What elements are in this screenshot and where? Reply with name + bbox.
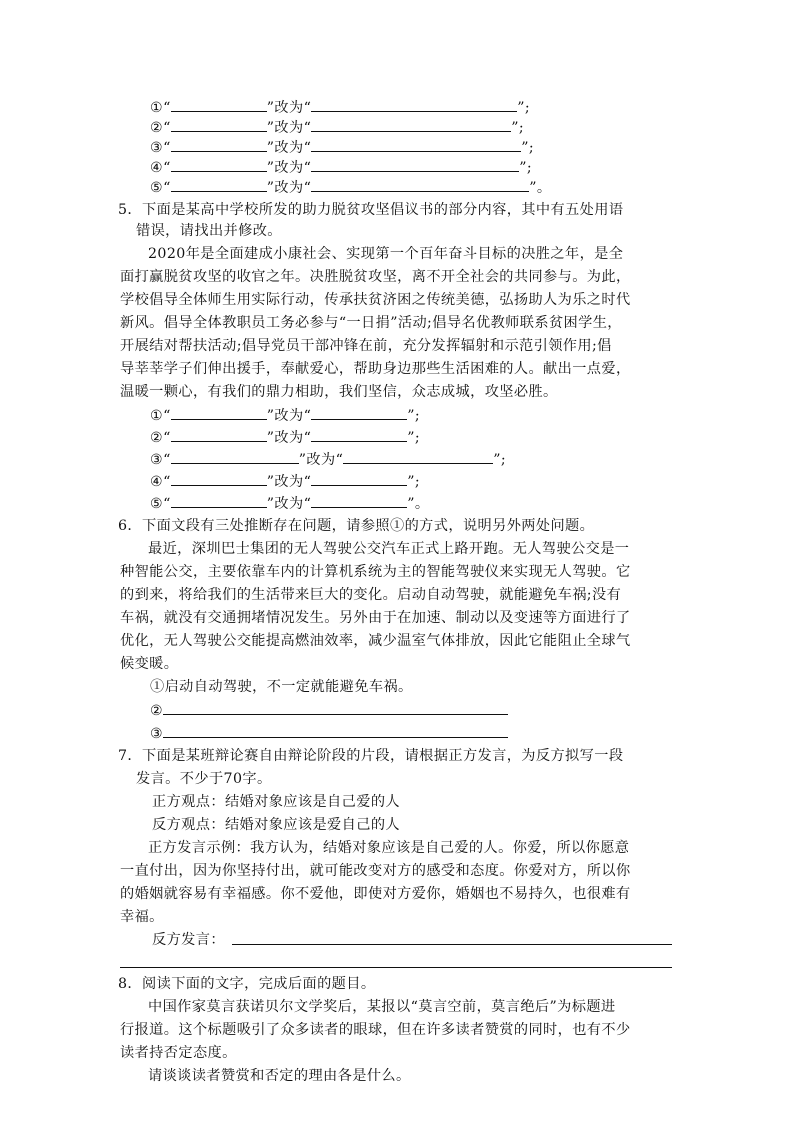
q4-answer-1 [150, 97, 530, 118]
open-quote: “ [163, 408, 171, 424]
original-blank[interactable] [171, 137, 267, 152]
q5-prompt-cont: 错误，请找出并修改。 [136, 223, 282, 239]
close-quote: ”; [519, 160, 533, 176]
con-speech-line[interactable] [232, 944, 672, 945]
con-speech-line[interactable] [120, 967, 672, 968]
q5-passage-line: 面打赢脱贫攻坚的收官之年。决胜脱贫攻坚，离不开全社会的共同参与。为此， [120, 269, 631, 285]
q6-passage-line: 最近，深圳巴士集团的无人驾驶公交汽车正式上路开跑。无人驾驶公交是一 [148, 541, 630, 557]
answer-number: ④ [150, 474, 164, 490]
answer-number: ③ [150, 726, 164, 742]
close-quote: ”。 [529, 180, 552, 196]
open-quote: “ [163, 120, 171, 136]
open-quote: “ [163, 100, 171, 116]
change-to-text: ”改为“ [266, 100, 312, 116]
answer-blank[interactable] [163, 723, 508, 738]
q5-answer-5 [150, 493, 430, 514]
q4-answer-3 [150, 137, 534, 158]
q5-passage-line: 2020年是全面建成小康社会、实现第一个百年奋斗目标的决胜之年，是全 [148, 246, 624, 262]
original-blank[interactable] [171, 177, 267, 192]
q7-prompt: 7．下面是某班辩论赛自由辩论阶段的片段，请根据正方发言，为反方拟写一段 [118, 748, 624, 764]
change-to-text: ”改为“ [266, 408, 312, 424]
answer-number: ⑤ [150, 496, 164, 512]
original-blank[interactable] [171, 405, 267, 420]
q7-prompt-cont: 发言。不少于70字。 [136, 771, 272, 787]
original-blank[interactable] [171, 97, 267, 112]
open-quote: “ [163, 430, 171, 446]
revised-blank[interactable] [311, 177, 529, 192]
close-quote: ”; [521, 140, 535, 156]
revised-blank[interactable] [311, 405, 407, 420]
open-quote: “ [163, 452, 171, 468]
q7-pro-view: 正方观点：结婚对象应该是自己爱的人 [152, 794, 400, 810]
original-blank[interactable] [171, 471, 267, 486]
q6-answer-2 [150, 700, 508, 721]
q6-example: ①启动自动驾驶，不一定就能避免车祸。 [150, 679, 413, 695]
answer-number: ⑤ [150, 180, 164, 196]
change-to-text: ”改为“ [266, 496, 312, 512]
answer-number: ② [150, 120, 164, 136]
close-quote: ”; [511, 120, 525, 136]
change-to-text: ”改为“ [266, 140, 312, 156]
q8-question: 请谈谈读者赞赏和否定的理由各是什么。 [148, 1068, 411, 1084]
q5-passage-line: 导莘莘学子们伸出援手，奉献爱心，帮助身边那些生活困难的人。献出一点爱， [120, 361, 631, 377]
revised-blank[interactable] [311, 97, 517, 112]
q7-speech-line: 幸福。 [120, 909, 164, 925]
q6-passage-line: 优化，无人驾驶公交能提高燃油效率，减少温室气体排放，因此它能阻止全球气 [120, 633, 631, 649]
q5-passage-line: 温暖一颗心，有我们的鼎力相助，我们坚信，众志成城，攻坚必胜。 [120, 384, 558, 400]
revised-blank[interactable] [311, 471, 407, 486]
original-blank[interactable] [171, 449, 299, 464]
close-quote: ”; [517, 100, 531, 116]
q6-passage-line: 种智能公交，主要依靠车内的计算机系统为主的智能驾驶仪来实现无人驾驶。它 [120, 564, 631, 580]
open-quote: “ [163, 496, 171, 512]
change-to-text: ”改为“ [266, 160, 312, 176]
close-quote: ”; [407, 408, 421, 424]
q7-speech-line: 的婚姻就容易有幸福感。你不爱他，即使对方爱你，婚姻也不易持久，也很难有 [120, 886, 631, 902]
close-quote: ”。 [407, 496, 430, 512]
q6-answer-3 [150, 723, 508, 744]
q5-answer-1 [150, 405, 420, 426]
answer-number: ③ [150, 140, 164, 156]
original-blank[interactable] [171, 493, 267, 508]
q8-passage-line: 读者持否定态度。 [120, 1045, 237, 1061]
q6-passage-line: 候变暖。 [120, 656, 179, 672]
q5-passage-line: 学校倡导全体师生用实际行动，传承扶贫济困之传统美德，弘扬助人为乐之时代 [120, 292, 631, 308]
q6-passage-line: 的到来，将给我们的生活带来巨大的变化。启动自动驾驶，就能避免车祸;没有 [120, 587, 622, 603]
q5-answer-3 [150, 449, 506, 470]
q7-speech-line: 一直付出，因为你坚持付出，就可能改变对方的感受和态度。你爱对方，所以你 [120, 863, 631, 879]
answer-number: ② [150, 430, 164, 446]
revised-blank[interactable] [311, 427, 407, 442]
open-quote: “ [163, 180, 171, 196]
q8-passage-line: 中国作家莫言获诺贝尔文学奖后，某报以“莫言空前，莫言绝后”为标题进 [148, 999, 616, 1015]
q7-con-view: 反方观点：结婚对象应该是爱自己的人 [152, 817, 400, 833]
original-blank[interactable] [171, 427, 267, 442]
open-quote: “ [163, 160, 171, 176]
revised-blank[interactable] [311, 157, 519, 172]
q5-answer-2 [150, 427, 420, 448]
answer-blank[interactable] [163, 700, 508, 715]
change-to-text: ”改为“ [266, 430, 312, 446]
q7-speech-line: 正方发言示例：我方认为，结婚对象应该是自己爱的人。你爱，所以你愿意 [148, 840, 630, 856]
q6-prompt: 6．下面文段有三处推断存在问题，请参照①的方式，说明另外两处问题。 [118, 518, 595, 534]
revised-blank[interactable] [311, 117, 511, 132]
change-to-text: ”改为“ [266, 474, 312, 490]
original-blank[interactable] [171, 117, 267, 132]
close-quote: ”; [407, 474, 421, 490]
q4-answer-4 [150, 157, 532, 178]
q4-answer-2 [150, 117, 524, 138]
original-blank[interactable] [171, 157, 267, 172]
answer-number: ① [150, 408, 164, 424]
q8-passage-line: 行报道。这个标题吸引了众多读者的眼球，但在许多读者赞赏的同时，也有不少 [120, 1022, 631, 1038]
open-quote: “ [163, 140, 171, 156]
answer-number: ④ [150, 160, 164, 176]
revised-blank[interactable] [343, 449, 493, 464]
q5-passage-line: 开展结对帮扶活动;倡导党员干部冲锋在前，充分发挥辐射和示范引领作用;倡 [120, 338, 612, 354]
close-quote: ”; [493, 452, 507, 468]
change-to-text: ”改为“ [266, 180, 312, 196]
q6-passage-line: 车祸，就没有交通拥堵情况发生。另外由于在加速、制动以及变速等方面进行了 [120, 610, 631, 626]
change-to-text: ”改为“ [266, 120, 312, 136]
q5-answer-4 [150, 471, 420, 492]
q8-prompt: 8．阅读下面的文字，完成后面的题目。 [118, 976, 376, 992]
q5-prompt: 5．下面是某高中学校所发的助力脱贫攻坚倡议书的部分内容，其中有五处用语 [118, 202, 624, 218]
revised-blank[interactable] [311, 137, 521, 152]
q7-con-label: 反方发言： [152, 932, 225, 948]
q5-passage-line: 新风。倡导全体教职员工务必参与“一日捐”活动;倡导名优教师联系贫困学生， [120, 315, 622, 331]
change-to-text: ”改为“ [298, 452, 344, 468]
answer-number: ① [150, 100, 164, 116]
q4-answer-5 [150, 177, 552, 198]
close-quote: ”; [407, 430, 421, 446]
answer-number: ③ [150, 452, 164, 468]
open-quote: “ [163, 474, 171, 490]
revised-blank[interactable] [311, 493, 407, 508]
answer-number: ② [150, 703, 164, 719]
